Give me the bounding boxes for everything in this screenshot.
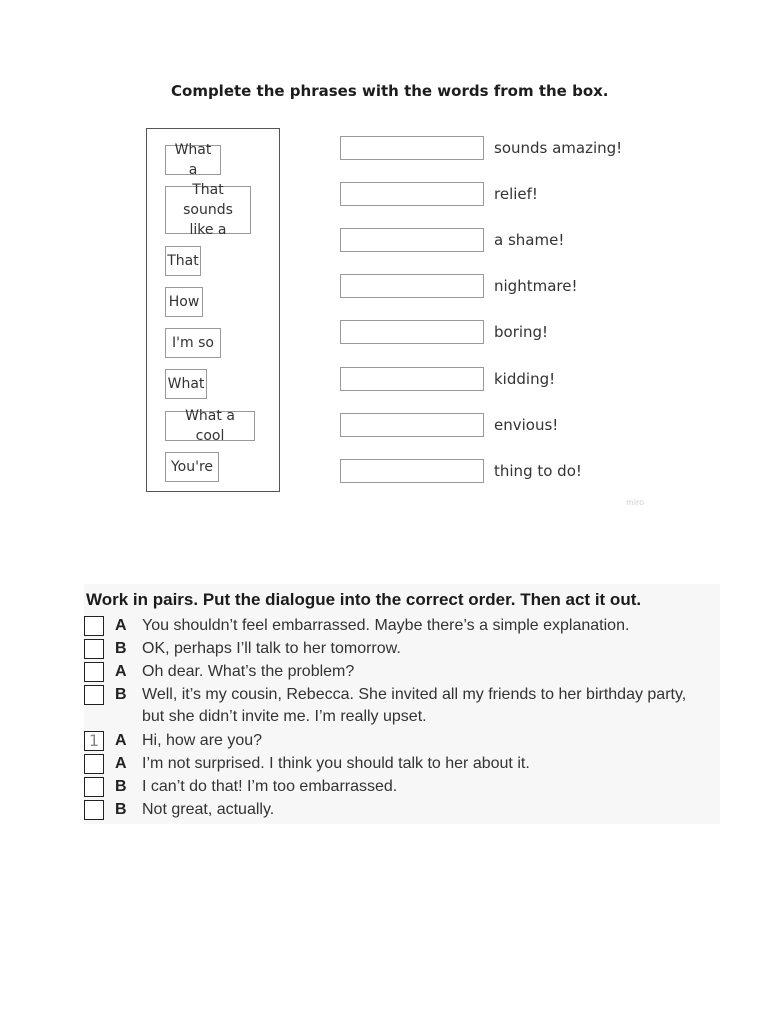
dialogue-line bbox=[84, 731, 720, 753]
answer-blank[interactable] bbox=[340, 274, 484, 298]
speaker-label: B bbox=[115, 640, 127, 657]
answer-blank[interactable] bbox=[340, 228, 484, 252]
order-box[interactable] bbox=[84, 754, 104, 774]
dialogue-text: Not great, actually. bbox=[142, 801, 275, 818]
speaker-label: A bbox=[115, 732, 127, 749]
answer-blank[interactable] bbox=[340, 367, 484, 391]
order-box[interactable] bbox=[84, 685, 104, 705]
order-box[interactable] bbox=[84, 662, 104, 682]
dialogue-line bbox=[84, 685, 720, 729]
order-box[interactable] bbox=[84, 639, 104, 659]
dialogue-line bbox=[84, 662, 720, 684]
dialogue-text: I can’t do that! I’m too embarrassed. bbox=[142, 778, 398, 795]
word-chip: What a cool bbox=[165, 411, 255, 441]
dialogue-exercise bbox=[84, 584, 720, 824]
phrase-ending: nightmare! bbox=[494, 277, 578, 295]
speaker-label: A bbox=[115, 755, 127, 772]
phrase-ending: thing to do! bbox=[494, 462, 582, 480]
phrase-ending: relief! bbox=[494, 185, 538, 203]
answer-blank[interactable] bbox=[340, 320, 484, 344]
phrase-ending: envious! bbox=[494, 416, 559, 434]
dialogue-text: OK, perhaps I’ll talk to her tomorrow. bbox=[142, 640, 401, 657]
order-box[interactable] bbox=[84, 616, 104, 636]
dialogue-text-continued: but she didn’t invite me. I’m really upset. bbox=[142, 708, 427, 725]
order-box[interactable] bbox=[84, 800, 104, 820]
answer-blank[interactable] bbox=[340, 182, 484, 206]
phrases-exercise bbox=[140, 66, 648, 512]
dialogue-line bbox=[84, 639, 720, 661]
word-chip: How bbox=[165, 287, 203, 317]
word-chip: I'm so bbox=[165, 328, 221, 358]
exercise2-title: Work in pairs. Put the dialogue into the correct order. Then act it out. bbox=[86, 590, 642, 609]
dialogue-line bbox=[84, 777, 720, 799]
order-box[interactable]: 1 bbox=[84, 731, 104, 751]
answer-blank[interactable] bbox=[340, 136, 484, 160]
speaker-label: A bbox=[115, 617, 127, 634]
exercise1-title: Complete the phrases with the words from the box. bbox=[171, 82, 609, 100]
word-chip: You're bbox=[165, 452, 219, 482]
word-chip: What bbox=[165, 369, 207, 399]
speaker-label: A bbox=[115, 663, 127, 680]
answer-blank[interactable] bbox=[340, 413, 484, 437]
phrase-ending: kidding! bbox=[494, 370, 556, 388]
dialogue-line bbox=[84, 754, 720, 776]
dialogue-text: Oh dear. What’s the problem? bbox=[142, 663, 355, 680]
dialogue-line bbox=[84, 800, 720, 822]
phrase-ending: boring! bbox=[494, 323, 549, 341]
dialogue-text: I’m not surprised. I think you should talk to her about it. bbox=[142, 755, 530, 772]
speaker-label: B bbox=[115, 801, 127, 818]
phrase-ending: sounds amazing! bbox=[494, 139, 623, 157]
miro-watermark: miro bbox=[626, 498, 645, 507]
dialogue-line bbox=[84, 616, 720, 638]
phrase-ending: a shame! bbox=[494, 231, 565, 249]
word-box bbox=[146, 128, 280, 492]
dialogue-text: Hi, how are you? bbox=[142, 732, 263, 749]
dialogue-text: Well, it’s my cousin, Rebecca. She invited all my friends to her birthday party, bbox=[142, 686, 687, 703]
answer-blank[interactable] bbox=[340, 459, 484, 483]
order-box[interactable] bbox=[84, 777, 104, 797]
speaker-label: B bbox=[115, 778, 127, 795]
speaker-label: B bbox=[115, 686, 127, 703]
word-chip: That sounds like a bbox=[165, 186, 251, 234]
word-chip: What a bbox=[165, 145, 221, 175]
word-chip: That bbox=[165, 246, 201, 276]
dialogue-text: You shouldn’t feel embarrassed. Maybe there’s a simple explanation. bbox=[142, 617, 630, 634]
